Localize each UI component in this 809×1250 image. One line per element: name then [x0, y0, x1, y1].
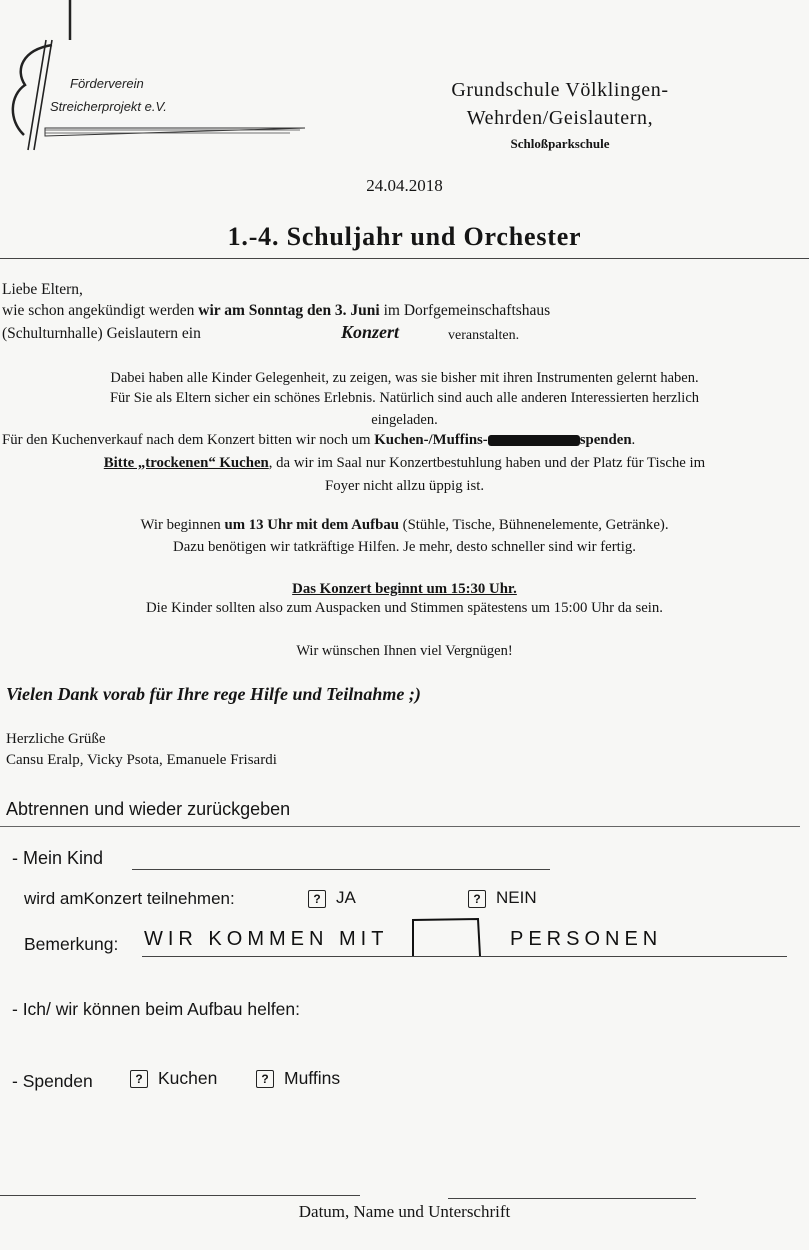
remark-line[interactable]	[142, 956, 787, 957]
para3-line-2: Bitte „trockenen“ Kuchen, da wir im Saal nur Konzertbestuhlung haben und der Platz für Tische im	[103, 455, 706, 471]
logo-line-1: Förderverein	[70, 76, 144, 91]
intro-concert: Konzert	[341, 322, 400, 342]
regards: Herzliche Grüße	[6, 731, 106, 747]
para3-line-1: Für den Kuchenverkauf nach dem Konzert bitten wir noch um Kuchen-/Muffins- spenden.	[2, 432, 636, 448]
option-cake[interactable]: ? Kuchen	[130, 1068, 217, 1089]
intro-line-2: (Schulturnhalle) Geislautern ein	[2, 325, 201, 342]
para2-line-2: Für Sie als Eltern sicher ein schönes Erlebnis. Natürlich sind auch alle anderen Interessierten herzlich	[109, 390, 700, 406]
option-no[interactable]: ? NEIN	[468, 888, 537, 908]
concert-start: Das Konzert beginnt um 15:30 Uhr.	[292, 581, 517, 597]
para4-line-1: Wir beginnen um 13 Uhr mit dem Aufbau (Stühle, Tische, Bühnenelemente, Getränke).	[140, 517, 669, 533]
page-title: 1.-4. Schuljahr und Orchester	[227, 222, 582, 251]
redacted-mark	[488, 435, 580, 446]
para3-line-3: Foyer nicht allzu üppig ist.	[324, 478, 485, 494]
remark-handwriting-1: WIR KOMMEN MIT	[144, 928, 389, 950]
thanks-line: Vielen Dank vorab für Ihre rege Hilfe und Teilnahme ;)	[6, 684, 421, 704]
remark-handwriting-2: PERSONEN	[510, 928, 663, 950]
salutation: Liebe Eltern,	[2, 281, 83, 298]
para2-line-3: eingeladen.	[371, 412, 438, 428]
signature-label: Datum, Name und Unterschrift	[298, 1202, 511, 1221]
remark-label: Bemerkung:	[24, 934, 119, 954]
child-name-line[interactable]	[132, 869, 550, 870]
para2-line-1: Dabei haben alle Kinder Gelegenheit, zu zeigen, was sie bisher mit ihren Instrumenten gelernt haben.	[110, 370, 699, 386]
donate-label: - Spenden	[12, 1071, 93, 1091]
signers: Cansu Eralp, Vicky Psota, Emanuele Frisardi	[6, 752, 277, 768]
help-label: - Ich/ wir können beim Aufbau helfen:	[12, 999, 300, 1019]
logo-line-2: Streicherprojekt e.V.	[50, 99, 167, 114]
no-checkbox[interactable]: ?	[468, 890, 486, 908]
child-label: - Mein Kind	[12, 848, 104, 868]
kids-note: Die Kinder sollten also zum Auspacken und Stimmen spätestens um 15:00 Uhr da sein.	[146, 600, 663, 616]
muffins-checkbox[interactable]: ?	[256, 1070, 274, 1088]
association-logo-graphic	[0, 0, 320, 160]
cut-rule	[0, 826, 800, 827]
option-muffins[interactable]: ? Muffins	[256, 1068, 340, 1089]
para4-line-2: Dazu benötigen wir tatkräftige Hilfen. Je mehr, desto schneller sind wir fertig.	[173, 539, 636, 555]
signature-line[interactable]	[448, 1198, 696, 1199]
school-name-2: Wehrden/Geislautern,	[466, 107, 654, 129]
yes-checkbox[interactable]: ?	[308, 890, 326, 908]
school-name-3: Schloßparkschule	[510, 136, 610, 151]
title-rule	[0, 258, 809, 259]
intro-line-2-end: veranstalten.	[448, 328, 520, 343]
option-yes[interactable]: ? JA	[308, 888, 356, 908]
wish-line: Wir wünschen Ihnen viel Vergnügen!	[296, 643, 513, 659]
school-name-1: Grundschule Völklingen-	[451, 79, 669, 101]
letter-date: 24.04.2018	[366, 176, 443, 195]
attend-label: wird amKonzert teilnehmen:	[24, 889, 235, 908]
cake-checkbox[interactable]: ?	[130, 1070, 148, 1088]
handwritten-number-box	[410, 916, 490, 960]
cut-label: Abtrennen und wieder zurückgeben	[6, 799, 291, 819]
date-name-line[interactable]	[0, 1195, 360, 1196]
intro-line-1: wie schon angekündigt werden wir am Sonntag den 3. Juni im Dorfgemeinschaftshaus	[2, 302, 551, 319]
